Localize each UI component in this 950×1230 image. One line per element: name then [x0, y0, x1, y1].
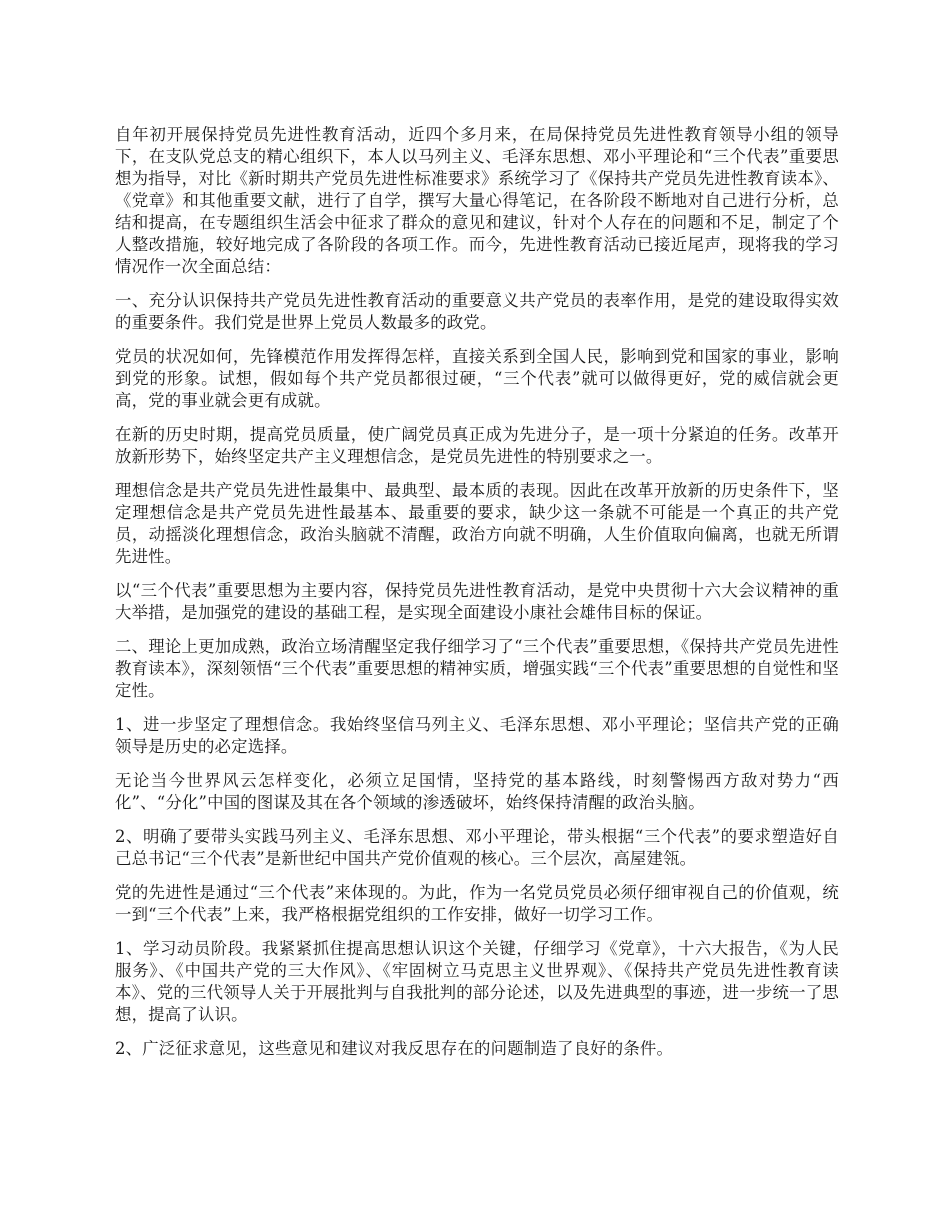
paragraph-item-2: 2、明确了要带头实践马列主义、毛泽东思想、邓小平理论，带头根据“三个代表”的要求塑造好自己总书记“三个代表”是新世纪中国共产党价值观的核心。三个层次，高屋建瓴。 — [115, 827, 839, 868]
paragraph: 以“三个代表”重要思想为主要内容，保持党员先进性教育活动，是党中央贯彻十六大会议精神的重大举措，是加强党的建设的基础工程，是实现全面建设小康社会雄伟目标的保证。 — [115, 581, 839, 622]
paragraph: 党员的状况如何，先锋模范作用发挥得怎样，直接关系到全国人民，影响到党和国家的事业，影响到党的形象。试想，假如每个共产党员都很过硬，“三个代表”就可以做得更好，党的威信就会更高，党的事业就会更有成就。 — [115, 347, 839, 410]
paragraph-intro: 自年初开展保持党员先进性教育活动，近四个多月来，在局保持党员先进性教育领导小组的领导下，在支队党总支的精心组织下，本人以马列主义、毛泽东思想、邓小平理论和“三个代表”重要思想为指导，对比《新时期共产党员先进性标准要求》系统学习了《保持共产党员先进性教育读本》、《党章》和其他重要文献，进行了自学，撰写大量心得笔记，在各阶段不断地对自己进行分析，总结和提高，在专题组织生活会中征求了群众的意见和建议，针对个人存在的问题和不足，制定了个人整改措施，较好地完成了各阶段的各项工作。而今，先进性教育活动已接近尾声，现将我的学习情况作一次全面总结： — [115, 125, 839, 276]
paragraph: 无论当今世界风云怎样变化，必须立足国情，坚持党的基本路线，时刻警惕西方敌对势力“西化”、“分化”中国的图谋及其在各个领域的渗透破坏，始终保持清醒的政治头脑。 — [115, 771, 839, 812]
paragraph: 在新的历史时期，提高党员质量，使广阔党员真正成为先进分子，是一项十分紧迫的任务。改革开放新形势下，始终坚定共产主义理想信念，是党员先进性的特别要求之一。 — [115, 425, 839, 466]
paragraph-item-2: 2、广泛征求意见，这些意见和建议对我反思存在的问题制造了良好的条件。 — [115, 1039, 674, 1058]
paragraph-section-1: 一、充分认识保持共产党员先进性教育活动的重要意义共产党员的表率作用，是党的建设取得实效的重要条件。我们党是世界上党员人数最多的政党。 — [115, 291, 839, 332]
paragraph-item-1: 1、进一步坚定了理想信念。我始终坚信马列主义、毛泽东思想、邓小平理论；坚信共产党的正确领导是历史的必定选择。 — [115, 715, 839, 756]
paragraph: 理想信念是共产党员先进性最集中、最典型、最本质的表现。因此在改革开放新的历史条件下，坚定理想信念是共产党员先进性最基本、最重要的要求，缺少这一条就不可能是一个真正的共产党员，动摇淡化理想信念，政治头脑就不清醒，政治方向就不明确，人生价值取向偏离，也就无所谓先进性。 — [115, 481, 839, 566]
paragraph: 党的先进性是通过“三个代表”来体现的。为此，作为一名党员党员必须仔细审视自己的价值观，统一到“三个代表”上来，我严格根据党组织的工作安排，做好一切学习工作。 — [115, 883, 839, 924]
document-body — [115, 124, 839, 1072]
paragraph-item-1: 1、学习动员阶段。我紧紧抓住提高思想认识这个关键，仔细学习《党章》，十六大报告，《为人民服务》、《中国共产党的三大作风》、《牢固树立马克思主义世界观》、《保持共产党员先进性教育读本》、党的三代领导人关于开展批判与自我批判的部分论述，以及先进典型的事迹，进一步统一了思想，提高了认识。 — [115, 939, 839, 1024]
paragraph-section-2: 二、理论上更加成熟，政治立场清醒坚定我仔细学习了“三个代表”重要思想，《保持共产党员先进性教育读本》，深刻领悟“三个代表”重要思想的精神实质，增强实践“三个代表”重要思想的自觉性和坚定性。 — [115, 637, 839, 700]
